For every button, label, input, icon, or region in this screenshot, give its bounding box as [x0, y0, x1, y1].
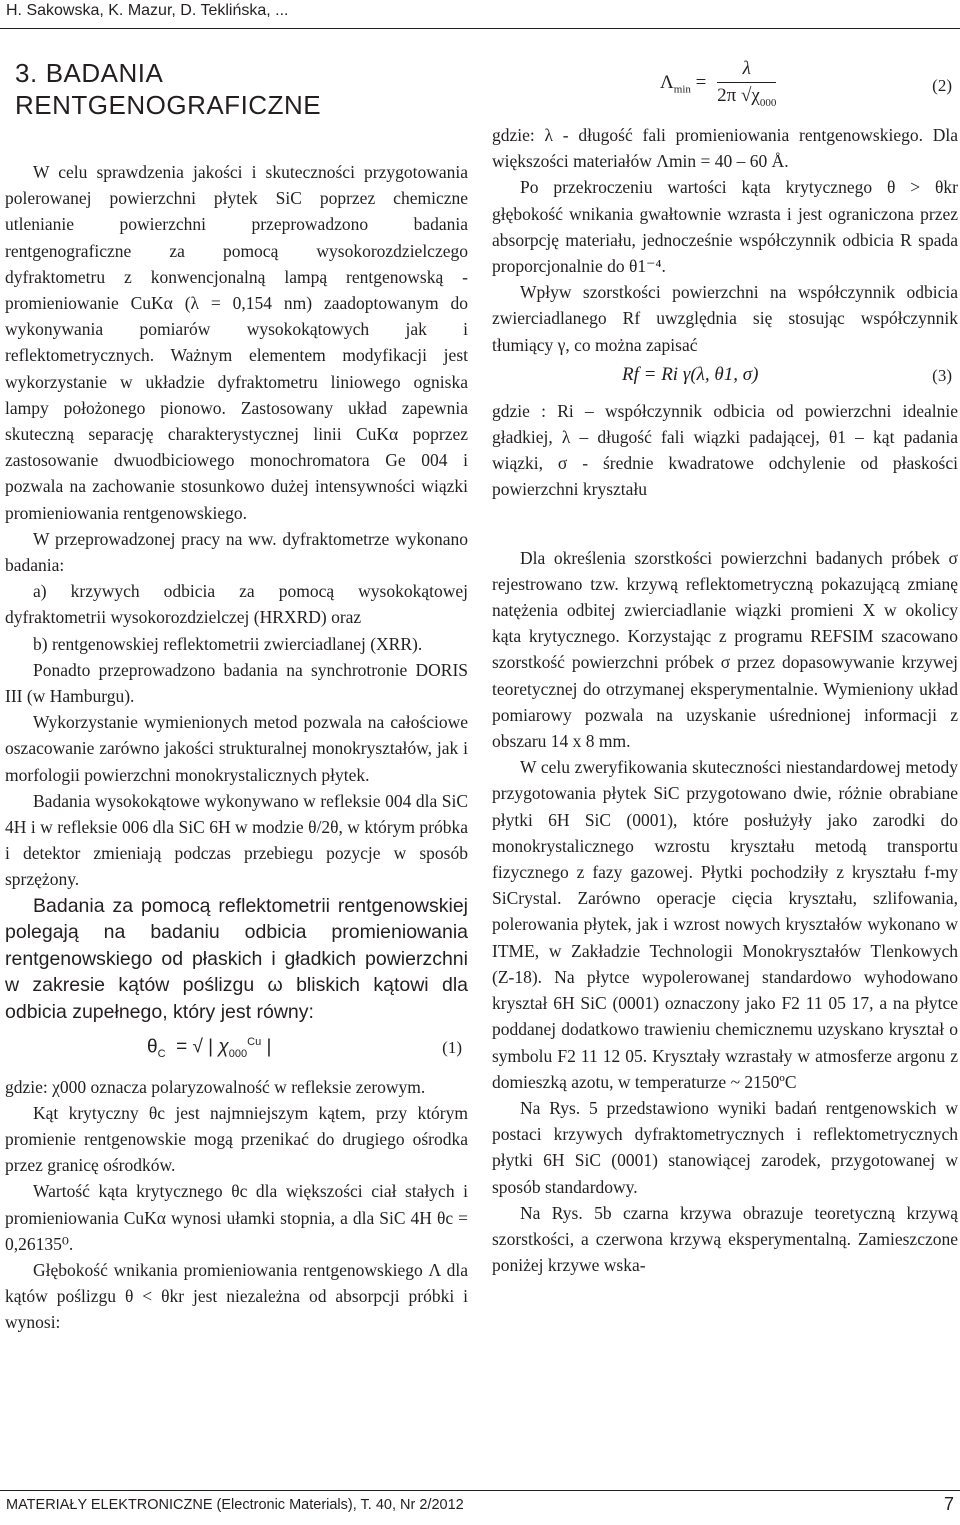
eq2-number: (2) [932, 76, 952, 95]
equation-1: $\theta_C$ = √ | $\chi_{000}^{Cu}$ | (1) [147, 1035, 462, 1060]
journal-footer: MATERIAŁY ELEKTRONICZNE (Electronic Materials), T. 40, Nr 2/2012 [6, 1497, 464, 1513]
paragraph: Wykorzystanie wymienionych metod pozwala na całościowe oszacowanie zarówno jakości strukturalnej monokryształów, jak i morfologii powierzchni monokrystalicznych płytek. [5, 712, 468, 785]
left-column [5, 52, 468, 1336]
paragraph: Ponadto przeprowadzono badania na synchrotronie DORIS III (w Hamburgu). [5, 659, 468, 707]
paragraph: Wartość kąta krytycznego θc dla większości ciał stałych i promieniowania CuKα wynosi ułamki stopnia, a dla SiC 4H θc = 0,26135⁰. [5, 1181, 468, 1254]
eq1-lhs: θ [147, 1035, 158, 1057]
section-title-line1: BADANIA [45, 58, 164, 88]
eq3-expression: Rf = Ri γ(λ, θ1, σ) [622, 363, 759, 385]
eq2-numerator: λ [717, 58, 776, 83]
eq2-lhs: Λ [660, 71, 674, 93]
eq2-lhs-sub: min [673, 83, 691, 96]
paragraph: gdzie: χ000 oznacza polaryzowalność w refleksie zerowym. [5, 1076, 426, 1097]
paragraph: Wpływ szorstkości powierzchni na współczynnik odbicia zwierciadlanego Rf uwzględnia się stosując współczynnik tłumiący γ, co można zapisać [492, 282, 958, 355]
eq1-chi: χ [218, 1035, 229, 1057]
eq2-den-sub: 000 [759, 96, 777, 109]
right-column [492, 56, 958, 1278]
eq3-number: (3) [932, 365, 952, 385]
eq2-denominator: 2π √χ [717, 85, 760, 106]
paragraph-sans: Badania za pomocą reflektometrii rentgenowskiej polegają na badaniu odbicia promieniowania rentgenowskiego od płaskich i gładkich powierzchni w zakresie kątów poślizgu ω bliskich kątowi dla odbicia zupełnego, który jest równy: [5, 894, 468, 1024]
paragraph: Dla określenia szorstkości powierzchni badanych próbek σ rejestrowano tzw. krzywą reflektometryczną pokazującą zmianę natężenia odbitej zwierciadlanie wiązki promieni X w okolicy kąta krytycznego. Korzystając z programu REFSIM szacowano szorstkość powierzchni próbek σ przez dopasowywanie krzywej teoretycznej do otrzymanej eksperymentalnie. Wymieniony układ pomiarowy pozwala na uzyskanie uśrednionej informacji z obszaru 14 x 8 mm. [492, 547, 958, 752]
paragraph: gdzie: λ - długość fali promieniowania rentgenowskiego. Dla większości materiałów Λmin = 40 – 60 Å. [492, 125, 958, 172]
footer-divider [0, 1490, 960, 1491]
paragraph: W celu zweryfikowania skuteczności niestandardowej metody przygotowania płytek SiC przygotowano dwie, różnie obrabiane płytki 6H SiC (0001), które posłużyły jako zarodki do monokrystalicznego wzrostu kryształu metodą transportu fizycznego z fazy gazowej. Płytki pochodziły z kryształu f-my SiCrystal. Zarówno operacje cięcia kryształu, szlifowania, polerowania płytek, jak i wzrost nowych kryształów wykonano w ITME, w Zakładzie Technologii Monokryształów Tlenkowych (Z-18). Na płytce wypolerowanej standardowo wyhodowano kryształ 6H SiC (0001) oznaczony jako F2 11 05 17, a na płytce poddanej dodatkowo trawieniu chemicznemu uzyskano kryształ o symbolu F2 11 12 05. Kryształy wzrastały w atmosferze argonu z domieszką azotu, w temperaturze ~ 2150ºC [492, 757, 958, 1092]
list-item: b) rentgenowskiej reflektometrii zwierciadlanej (XRR). [33, 633, 423, 654]
paragraph: Kąt krytyczny θc jest najmniejszym kątem, przy którym promienie rentgenowskie mogą przenikać do drugiego ośrodka przez granicę ośrodków. [5, 1102, 468, 1176]
equation-2: $\Lambda_{min}$ = $\frac{\lambda}{2\pi √\chi_{000}}$ (2) [660, 58, 952, 109]
paragraph: Po przekroczeniu wartości kąta krytycznego θ > θkr głębokość wnikania gwałtownie wzrasta i jest ograniczona przez absorpcję materiału, jednocześnie współczynnik odbicia R spada proporcjonalnie do θ1⁻⁴. [492, 177, 958, 277]
equation-3 [492, 358, 958, 398]
paragraph: W przeprowadzonej pracy na ww. dyfraktometrze wykonano badania: [5, 528, 468, 576]
eq1-chi-sup: Cu [247, 1035, 262, 1048]
paragraph: Badania wysokokątowe wykonywano w refleksie 004 dla SiC 4H i w refleksie 006 dla SiC 6H w modzie θ/2θ, w którym próbka i detektor zmieniają podczas przebiegu pozycje w sposób sprzężony. [5, 790, 468, 890]
eq1-number: (1) [442, 1037, 462, 1057]
list-item: a) krzywych odbicia za pomocą wysokokątowej dyfraktometrii wysokorozdzielczej (HRXRD) oraz [5, 581, 468, 628]
section-number: 3. [15, 58, 38, 88]
header-divider [0, 28, 960, 29]
running-header: H. Sakowska, K. Mazur, D. Teklińska, ... [6, 2, 289, 19]
paragraph: gdzie : Ri – współczynnik odbicia od powierzchni idealnie gładkiej, λ – długość fali wiązki padającej, θ1 – kąt padania wiązki, σ - średnie kwadratowe odchylenie od płaskości powierzchni kryształu [492, 400, 958, 500]
paragraph: W celu sprawdzenia jakości i skuteczności przygotowania polerowanej powierzchni płytek SiC poprzez chemiczne utlenianie powierzchni przeprowadzono badania rentgenograficzne za pomocą wysokorozdzielczego dyfraktometru z konwencjonalną lampą rentgenowską - promieniowanie CuKα (λ = 0,154 nm) zaadoptowanym do wykonywania pomiarów wysokokątowych jak i reflektometrycznych. Ważnym elementem modyfikacji jest wykorzystanie w układzie dyfraktometru liniowego ogniska lampy położonego pionowo. Zastosowany układ zapewnia skuteczną separację charakterystycznej linii CuKα poprzez zastosowanie dwuodbiciowego monochromatora Ge 004 i pozwala na zachowanie stosunkowo dużej intensywności wiązki promieniowania rentgenowskiego. [5, 162, 468, 523]
section-heading [5, 57, 468, 121]
paragraph: Głębokość wnikania promieniowania rentgenowskiego Λ dla kątów poślizgu θ < θkr jest niezależna od absorpcji próbki i wynosi: [5, 1260, 468, 1333]
eq1-chi-sub: 000 [228, 1047, 248, 1060]
eq1-lhs-sub: C [157, 1047, 166, 1060]
paragraph: Na Rys. 5 przedstawiono wyniki badań rentgenowskich w postaci krzywych dyfraktometrycznych i reflektometrycznych płytki 6H SiC (0001) stanowiącej zarodek, przygotowanej w sposób standardowy. [492, 1097, 958, 1197]
page-number: 7 [943, 1494, 954, 1514]
section-title-line2: RENTGENOGRAFICZNE [15, 90, 322, 120]
paragraph: Na Rys. 5b czarna krzywa obrazuje teoretyczną krzywą szorstkości, a czerwona krzywą eksperymentalną. Zamieszczone poniżej krzywe wska- [492, 1202, 958, 1276]
